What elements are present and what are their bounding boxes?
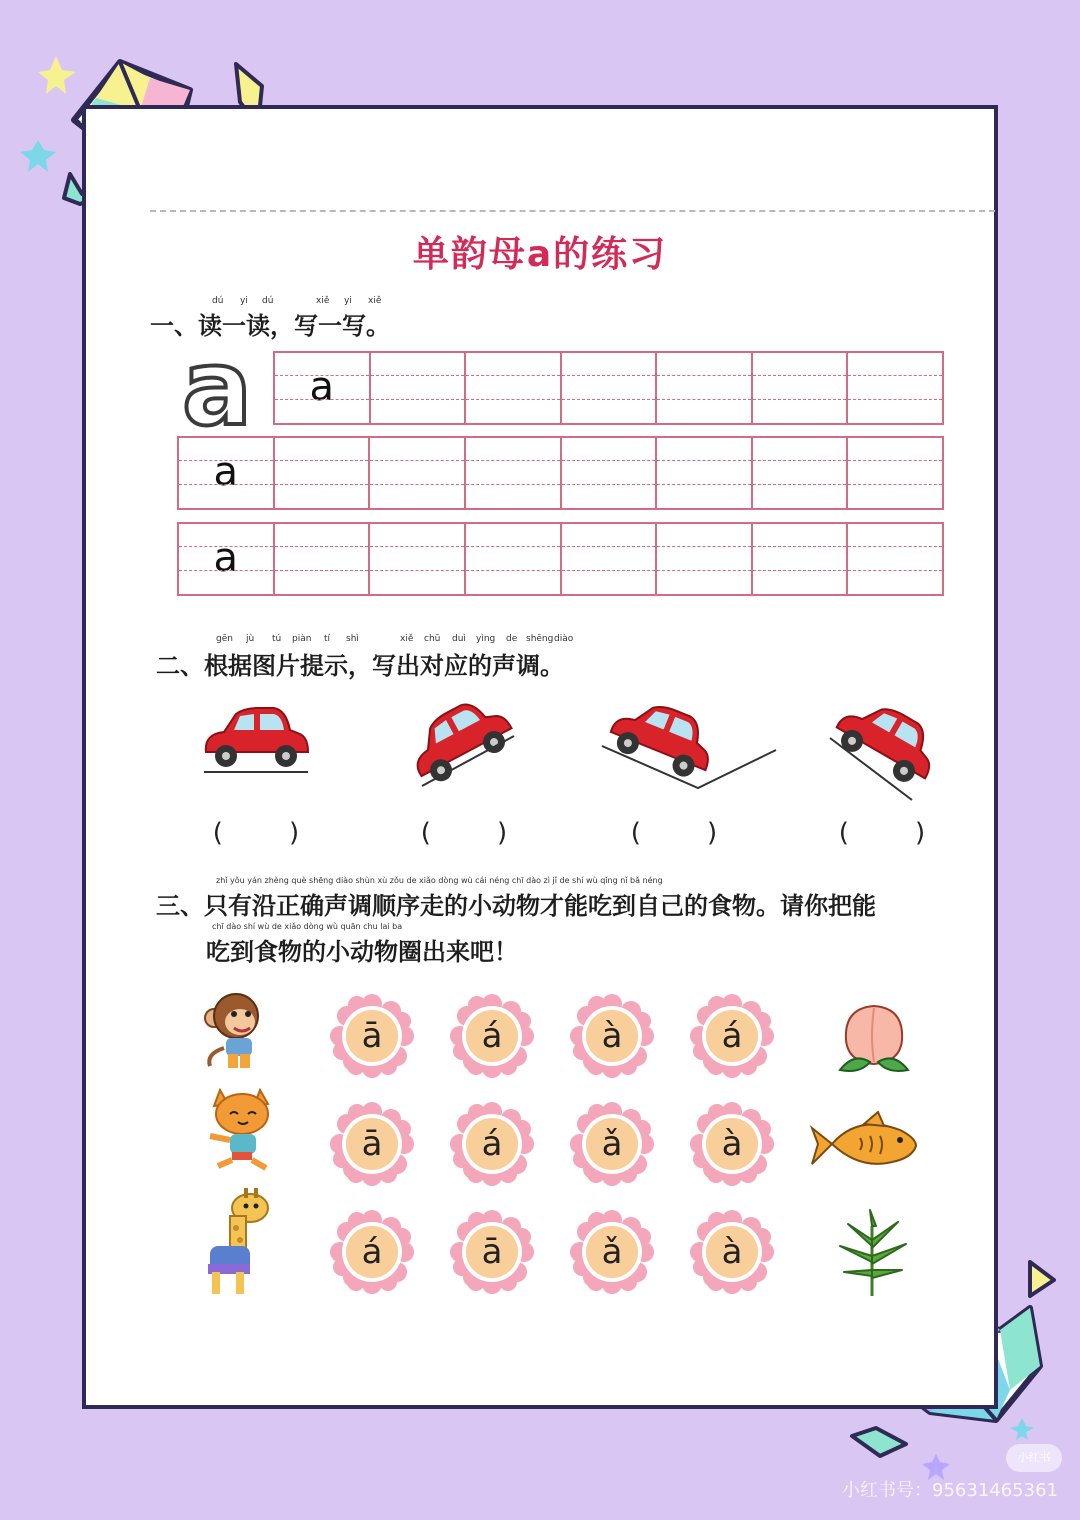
writing-cell[interactable]: [562, 438, 658, 508]
writing-cell[interactable]: [466, 353, 562, 423]
writing-cell[interactable]: [466, 524, 562, 594]
pinyin-line-1: zhǐ yǒu yán zhèng què shēng diào shùn xù zǒu de xiǎo dòng wù cái néng chī dào zì jǐ de shí wù qǐng nǐ bǎ néng: [216, 876, 663, 885]
writing-cell[interactable]: [848, 524, 942, 594]
tone-flower[interactable]: [450, 1102, 534, 1186]
writing-cell[interactable]: [179, 438, 275, 508]
sparkle-icon: [20, 140, 56, 172]
peach-icon: [834, 996, 914, 1076]
pinyin: tí: [324, 634, 331, 644]
tone-label: ā: [361, 1124, 383, 1164]
section-3-title-line-2: 吃到食物的小动物圈出来吧！: [206, 938, 518, 966]
writing-grid-row-2: [177, 436, 944, 510]
leaf-icon: [830, 1206, 914, 1300]
pinyin-line-2: chī dào shí wù de xiǎo dòng wù quān chu lai ba: [212, 922, 403, 931]
car-down-up-icon: [598, 692, 782, 792]
sample-letter: a: [213, 535, 239, 581]
writing-cell[interactable]: [562, 524, 658, 594]
pinyin: tú: [272, 634, 282, 644]
fish-icon: [808, 1108, 920, 1180]
answer-blank[interactable]: ( ): [212, 818, 300, 848]
writing-cell[interactable]: [275, 353, 371, 423]
tone-flower[interactable]: [570, 1210, 654, 1294]
tone-flower[interactable]: [570, 1102, 654, 1186]
pinyin: yìng: [476, 634, 496, 644]
brand-logo: 小红书: [1006, 1444, 1062, 1472]
writing-cell[interactable]: [179, 524, 275, 594]
tone-flower[interactable]: [690, 1102, 774, 1186]
tone-flower[interactable]: [330, 994, 414, 1078]
pinyin: jù: [246, 634, 255, 644]
pinyin: dú: [262, 296, 274, 306]
tone-flower[interactable]: [690, 994, 774, 1078]
sample-letter: a: [213, 449, 239, 495]
sparkle-icon: [38, 56, 76, 94]
section-1-title: 一、读一读，写一写。: [150, 312, 390, 340]
pinyin: xiě: [316, 296, 330, 306]
tone-label: à: [721, 1232, 743, 1272]
writing-grid-row-3: [177, 522, 944, 596]
tone-flower[interactable]: [330, 1102, 414, 1186]
writing-cell[interactable]: [753, 438, 849, 508]
writing-cell[interactable]: [562, 353, 658, 423]
tone-label: á: [721, 1016, 743, 1056]
writing-cell[interactable]: [370, 438, 466, 508]
tone-label: á: [361, 1232, 383, 1272]
tone-label: ǎ: [601, 1232, 623, 1272]
giraffe-icon: [198, 1184, 282, 1300]
tone-flower[interactable]: [450, 994, 534, 1078]
section-3-title-line-1: 三、只有沿正确声调顺序走的小动物才能吃到自己的食物。请你把能: [156, 892, 876, 920]
watermark: 小红书号：95631465361: [842, 1480, 1058, 1501]
section-2-title: 二、根据图片提示，写出对应的声调。: [156, 652, 564, 680]
pinyin: diào: [554, 634, 574, 644]
tone-label: ā: [481, 1232, 503, 1272]
tone-label: à: [601, 1016, 623, 1056]
tone-label: à: [721, 1124, 743, 1164]
answer-blank[interactable]: ( ): [838, 818, 926, 848]
pinyin: dú: [212, 296, 224, 306]
writing-cell[interactable]: [848, 353, 942, 423]
pinyin: shì: [346, 634, 359, 644]
sparkle-icon: [1010, 1418, 1034, 1440]
writing-cell[interactable]: [370, 524, 466, 594]
writing-grid-row-1: [273, 351, 944, 425]
writing-cell[interactable]: [657, 353, 753, 423]
writing-cell[interactable]: [657, 524, 753, 594]
pinyin: de: [506, 634, 518, 644]
pinyin: yi: [240, 296, 248, 306]
crystal-shard-icon: [852, 1428, 906, 1456]
outline-letter-a: a: [182, 327, 253, 449]
pinyin: yi: [344, 296, 352, 306]
tone-flower[interactable]: [450, 1210, 534, 1294]
tone-label: á: [481, 1016, 503, 1056]
crystal-shard-icon: [1030, 1262, 1054, 1296]
answer-blank[interactable]: ( ): [630, 818, 718, 848]
pinyin: duì: [452, 634, 466, 644]
writing-cell[interactable]: [275, 524, 371, 594]
monkey-icon: [196, 988, 280, 1072]
tone-label: á: [481, 1124, 503, 1164]
car-flat-icon: [196, 700, 316, 780]
pinyin: xiě: [368, 296, 382, 306]
answer-blank[interactable]: ( ): [420, 818, 508, 848]
sample-letter: a: [309, 364, 335, 410]
tone-label: ā: [361, 1016, 383, 1056]
pinyin: gēn: [216, 634, 233, 644]
tone-label: ǎ: [601, 1124, 623, 1164]
pinyin: xiě: [400, 634, 414, 644]
tone-flower[interactable]: [690, 1210, 774, 1294]
car-downhill-icon: [826, 692, 946, 802]
dashed-divider: [150, 210, 995, 212]
tone-flower[interactable]: [570, 994, 654, 1078]
writing-cell[interactable]: [848, 438, 942, 508]
car-uphill-icon: [400, 692, 520, 792]
writing-cell[interactable]: [657, 438, 753, 508]
writing-cell[interactable]: [371, 353, 467, 423]
pinyin: piàn: [292, 634, 312, 644]
writing-cell[interactable]: [466, 438, 562, 508]
writing-cell[interactable]: [275, 438, 371, 508]
writing-cell[interactable]: [753, 353, 849, 423]
tone-flower[interactable]: [330, 1210, 414, 1294]
page-title: 单韵母a的练习: [412, 234, 668, 275]
writing-cell[interactable]: [753, 524, 849, 594]
pinyin: chū: [424, 634, 441, 644]
pinyin: shēng: [526, 634, 554, 644]
cat-icon: [196, 1080, 280, 1174]
